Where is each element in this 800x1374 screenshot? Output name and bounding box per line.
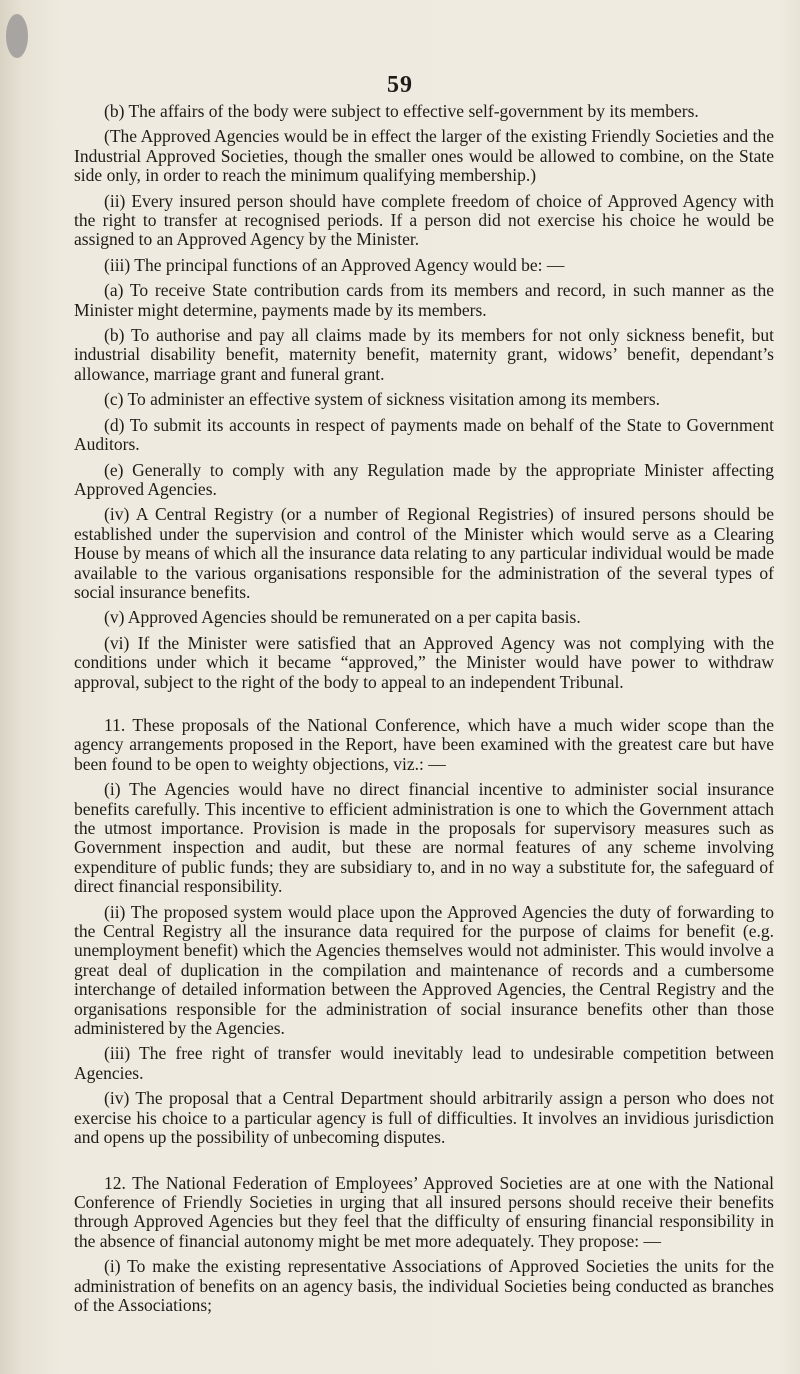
paragraph-iii-competition: (iii) The free right of transfer would inevitably lead to undesirable competition between Agencies. <box>74 1043 774 1083</box>
paragraph-iii-principal-functions: (iii) The principal functions of an Approved Agency would be: — <box>104 254 565 275</box>
paragraph-iv-central-registry: (iv) A Central Registry (or a number of Regional Registries) of insured persons should be established under the supervision and control of the Minister which would serve as a Clearing House by means of which all the insurance data relating to any particular individual would be made available to the various organisations responsible for the administration of the several types of social insurance benefits. <box>74 504 774 602</box>
paragraph-i-financial-incentive: (i) The Agencies would have no direct financial incentive to administer social insurance benefits carefully. This incentive to efficient administration is one to which the Government attach the utmost importance. Provision is made in the proposals for supervisory measures such as Government inspection and audit, but these are normal features of any scheme involving expenditure of public funds; they are subsidiary to, and in no way a substitute for, the safeguard of direct financial responsibility. <box>74 779 774 897</box>
paragraph-12-national-federation: 12. The National Federation of Employees’ Approved Societies are at one with the National Conference of Friendly Societies in urging that all insured persons should receive their benefits through Approved Agencies but they feel that the difficulty of ensuring financial responsibility in the absence of financial autonomy might be met more adequately. They propose: — <box>74 1172 774 1251</box>
document-body <box>74 102 774 1321</box>
paragraph-vi-withdraw-approval: (vi) If the Minister were satisfied that an Approved Agency was not complying with the conditions under which it became “approved,” the Minister would have power to withdraw approval, subject to the right of the body to appeal to an independent Tribunal. <box>74 632 774 692</box>
paragraph-ii-duplication: (ii) The proposed system would place upon the Approved Agencies the duty of forwarding to the Central Registry all the insurance data required for the purpose of claims for benefit (e.g. unemployment benefit) which the Agencies themselves would not administer. This would involve a great deal of duplication in the compilation and maintenance of records and a cumbersome interchange of detailed information between the Approved Agencies, the Central Registry and the organisations responsible for the administration of social insurance benefits other than those administered by the Agencies. <box>74 901 774 1039</box>
paragraph-b-self-government: (b) The affairs of the body were subject to effective self-government by its members. <box>104 101 699 121</box>
page-number: 59 <box>387 72 413 98</box>
paragraph-a-contribution-cards: (a) To receive State contribution cards from its members and record, in such manner as the Minister might determine, payments made by its members. <box>74 280 774 320</box>
paragraph-d-accounts: (d) To submit its accounts in respect of payments made on behalf of the State to Government Auditors. <box>74 414 774 455</box>
paragraph-iv-arbitrary-assignment: (iv) The proposal that a Central Department should arbitrarily assign a person who does not exercise his choice to a particular agency is full of difficulties. It involves an invidious jurisdiction and opens up the possibility of unbecoming disputes. <box>74 1088 774 1148</box>
paragraph-approved-agencies-note: (The Approved Agencies would be in effect the larger of the existing Friendly Societies and the Industrial Approved Societies, though the smaller ones would be allowed to combine, on the State side only, in order to reach the minimum qualifying membership.) <box>74 126 774 186</box>
paragraph-c-sickness-visitation: (c) To administer an effective system of sickness visitation among its members. <box>104 389 661 410</box>
paragraph-e-regulations: (e) Generally to comply with any Regulation made by the appropriate Minister affecting Approved Agencies. <box>74 459 774 499</box>
paragraph-b-authorise-claims: (b) To authorise and pay all claims made by its members for not only sickness benefit, but industrial disability benefit, maternity benefit, maternity grant, widows’ benefit, dependant’s allowance, marriage grant and funeral grant. <box>74 325 774 384</box>
paragraph-i-representative-associations: (i) To make the existing representative Associations of Approved Societies the units for the administration of benefits on an agency basis, the individual Societies being conducted as branches of the Associations; <box>74 1256 774 1315</box>
paragraph-ii-freedom-of-choice: (ii) Every insured person should have complete freedom of choice of Approved Agency with the right to transfer at recognised periods. If a person did not exercise his choice he would be assigned to an Approved Agency by the Minister. <box>74 190 774 250</box>
paragraph-v-remuneration: (v) Approved Agencies should be remunerated on a per capita basis. <box>104 607 581 628</box>
binding-hole-mark <box>6 14 28 58</box>
paragraph-11-objections: 11. These proposals of the National Conference, which have a much wider scope than the agency arrangements proposed in the Report, have been examined with the greatest care but have been found to be open to weighty objections, viz.: — <box>74 714 774 774</box>
